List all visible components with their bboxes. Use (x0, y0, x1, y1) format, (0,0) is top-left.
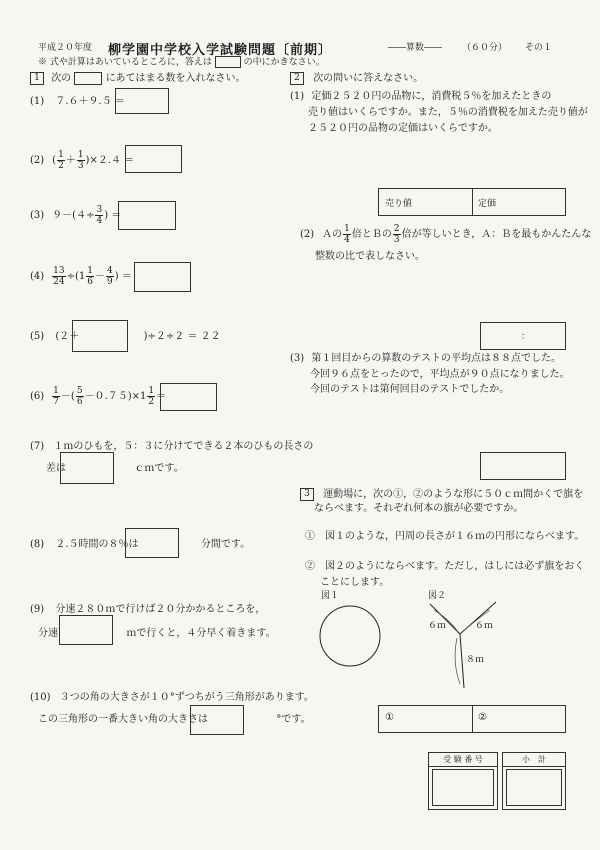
q-line1: 分速２８０ｍで行けば２０分かかるところを， (55, 604, 266, 615)
figure-1-circle (318, 602, 386, 672)
fraction-1-4 (343, 224, 351, 245)
question-1-1 (30, 95, 125, 108)
answer-label-1: ① (385, 712, 394, 723)
section-1-instr-before: 次の (51, 73, 72, 84)
denominator: 6 (87, 277, 94, 287)
figure-2-label: 図２ (428, 591, 447, 601)
q-mid: 倍とＢの (351, 229, 392, 240)
answer-box-1-8[interactable] (125, 528, 179, 558)
q-mid: －( (60, 391, 75, 402)
exam-number-label: 受 験 番 号 (429, 753, 497, 767)
section-3-item2-line2: ことにします。 (320, 577, 390, 588)
q-post: 分間です。 (200, 539, 251, 550)
answer-box-1-1[interactable] (115, 88, 169, 114)
answer-box-1-4[interactable] (134, 262, 191, 292)
q-number: (1) (30, 96, 45, 107)
denominator: 3 (393, 235, 400, 245)
subtotal-box (502, 752, 566, 810)
q-post: ＝ (156, 391, 167, 402)
fraction-1-2 (147, 386, 155, 407)
numerator: 4 (107, 266, 113, 276)
q-pre: ９－(４÷ (52, 210, 95, 221)
fraction-1-3 (77, 150, 85, 171)
minus-sign: － (95, 271, 106, 282)
q-post: 倍が等しいとき，Ａ：Ｂを最もかんたんな (401, 229, 592, 240)
q-number: (4) (30, 271, 45, 282)
subtotal-input[interactable] (506, 769, 562, 806)
fraction-2-3 (393, 224, 401, 245)
numerator: 3 (96, 205, 103, 215)
question-1-4 (30, 266, 132, 287)
q-line1: １ｍのひもを，５：３に分けてできる２本のひもの長さの (53, 441, 314, 452)
q-expression: ７.６＋９.５ ＝ (55, 96, 125, 107)
q-post: ) ＝ (104, 210, 122, 221)
answer-box-2-2[interactable] (480, 322, 566, 350)
q-mid2: －０.７５)×1 (84, 391, 147, 402)
section-2-number: 2 (290, 72, 304, 85)
q-number: (6) (30, 391, 45, 402)
denominator: 2 (58, 161, 64, 171)
fraction-4-9 (106, 266, 114, 287)
answer-box-sample (215, 56, 241, 68)
fraction-3-4 (95, 205, 103, 226)
question-1-3 (30, 205, 121, 226)
question-2-3-line3: 今回のテストは第何回目のテストでしたか。 (310, 384, 510, 395)
question-2-1-line2: 売り値はいくらですか。また，５％の消費税を加えた売り値が (308, 107, 588, 118)
q-line2-pre: この三角形の一番大きい角の大きさは (38, 714, 208, 725)
exam-number-input[interactable] (432, 769, 494, 806)
label-selling-price: 売り値 (385, 199, 413, 209)
numerator: 1 (58, 150, 64, 160)
header-page: その１ (525, 43, 553, 53)
numerator: 13 (53, 266, 65, 276)
denominator: 7 (53, 397, 59, 407)
fraction-13-24 (52, 266, 65, 287)
denominator: 6 (76, 397, 83, 407)
q-line2-post: °です。 (276, 714, 311, 725)
school-title: 柳学園中学校入学試験問題〔前期〕 (108, 43, 333, 58)
denominator: 9 (107, 277, 113, 287)
answer-box-1-6[interactable] (160, 383, 217, 411)
q-pre: (２＋ (55, 331, 80, 342)
question-2-3-line1 (290, 352, 561, 365)
question-2-1-line1 (290, 90, 551, 103)
question-2-2-line1 (300, 224, 591, 245)
q-number: (2) (300, 229, 315, 240)
numerator: 1 (148, 386, 155, 396)
exam-number-box (428, 752, 498, 810)
section-1-header (30, 72, 246, 85)
fraction-1-6 (86, 266, 94, 287)
section-1-instr-after: にあてはまる数を入れなさい。 (105, 73, 246, 84)
answer-box-1-10[interactable] (190, 705, 244, 735)
label-list-price: 定価 (478, 199, 497, 209)
section-3-number: 3 (300, 488, 314, 501)
q-number: (9) (30, 604, 45, 615)
q-rest: )×２.４ ＝ (85, 155, 135, 166)
q-line1: ３つの角の大きさが１０°ずつちがう三角形があります。 (59, 692, 314, 703)
denominator: 24 (53, 277, 65, 287)
q-number: (5) (30, 331, 45, 342)
q-line1: 第１回目からの算数のテストの平均点は８８点でした。 (311, 353, 561, 364)
header-year: 平成２０年度 (38, 43, 93, 53)
question-2-3-line2: 今回９６点をとったので，平均点が９０点になりました。 (310, 369, 570, 380)
fraction-1-2 (57, 150, 65, 171)
answer-box-1-9[interactable] (59, 615, 113, 645)
length-down: ８ｍ (466, 655, 485, 665)
q-number: (7) (30, 441, 45, 452)
numerator: 1 (87, 266, 94, 276)
question-1-10-line1 (30, 691, 314, 704)
paren-open: ( (52, 155, 57, 166)
q-number: (10) (30, 692, 51, 703)
q-number: (8) (30, 539, 45, 550)
note-mark: ※ (38, 57, 48, 68)
numerator: 1 (53, 386, 59, 396)
q-number: (2) (30, 155, 45, 166)
denominator: 2 (148, 397, 155, 407)
section-3-line2: ならべます。それぞれ何本の旗が必要ですか。 (314, 503, 524, 514)
answer-box-1-3[interactable] (118, 201, 176, 230)
section-1-sample-box (74, 72, 102, 85)
q-line2-pre: 差は (46, 463, 66, 474)
q-line2-pre: 分速 (38, 628, 58, 639)
q-number: (3) (290, 353, 305, 364)
numerator: 2 (393, 224, 400, 234)
fraction-5-6 (76, 386, 84, 407)
table-divider (472, 189, 473, 215)
section-3-item2-line1: ② 図２のようにならべます。ただし，はしには必ず旗をおく (305, 561, 585, 572)
denominator: 4 (344, 235, 350, 245)
q-line1: 定価２５２０円の品物に，消費税５％を加えたときの (311, 91, 552, 102)
numerator: 1 (344, 224, 350, 234)
table-divider (472, 706, 473, 732)
header-subject: ――算数―― (388, 43, 443, 53)
q-post: )÷２÷２ ＝ ２２ (143, 331, 221, 342)
section-1-number: 1 (30, 72, 44, 85)
question-1-10-line2 (38, 713, 311, 726)
answer-box-1-5[interactable] (72, 320, 128, 352)
fraction-1-7 (52, 386, 60, 407)
q-pre: Ａの (322, 229, 343, 240)
header-time: （６０分） (462, 43, 508, 53)
q-post: ) ＝ (114, 271, 132, 282)
question-1-2 (30, 150, 134, 171)
figure-2-y-shape (420, 598, 510, 698)
numerator: 1 (77, 150, 84, 160)
subtotal-label: 小 計 (503, 753, 565, 767)
question-2-1-line3: ２５２０円の品物の定価はいくらですか。 (308, 123, 498, 134)
ratio-colon: ： (521, 332, 531, 342)
section-3-line1 (300, 488, 583, 501)
note-after: の中にかきなさい。 (243, 57, 325, 68)
section-2-header (290, 72, 423, 85)
length-right: ６ｍ (475, 621, 494, 631)
answer-table-3 (378, 705, 566, 733)
length-left: ６ｍ (428, 621, 447, 631)
answer-label-2: ② (478, 712, 487, 723)
q-mid: ÷(1 (66, 271, 86, 282)
plus-sign: ＋ (65, 155, 76, 166)
instruction-note (38, 56, 325, 69)
q-line2-post: ｃｍです。 (134, 463, 184, 474)
q-number: (3) (30, 210, 45, 221)
denominator: 3 (77, 161, 84, 171)
section-3-item1: ① 図１のような，円周の長さが１６ｍの円形にならべます。 (305, 531, 585, 542)
q-line2-post: ｍで行くと，４分早く着きます。 (126, 628, 276, 639)
q-number: (1) (290, 91, 305, 102)
denominator: 4 (96, 216, 103, 226)
section-2-instr: 次の問いに答えなさい。 (313, 73, 424, 84)
q-pre: ２.５時間の８％は (55, 539, 139, 550)
answer-box-2-3[interactable] (480, 452, 566, 480)
numerator: 5 (76, 386, 83, 396)
question-1-6 (30, 386, 166, 407)
figure-1-label: 図１ (321, 591, 340, 601)
answer-table-2-1 (378, 188, 566, 216)
answer-box-1-7[interactable] (60, 452, 114, 484)
section-3-text1: 運動場に，次の①，②のような形に５０ｃｍ間かくで旗を (323, 489, 584, 500)
note-before: 式や計算はあいているところに，答えは (49, 57, 212, 68)
question-2-2-line2: 整数の比で表しなさい。 (315, 251, 425, 262)
answer-box-1-2[interactable] (125, 145, 182, 173)
